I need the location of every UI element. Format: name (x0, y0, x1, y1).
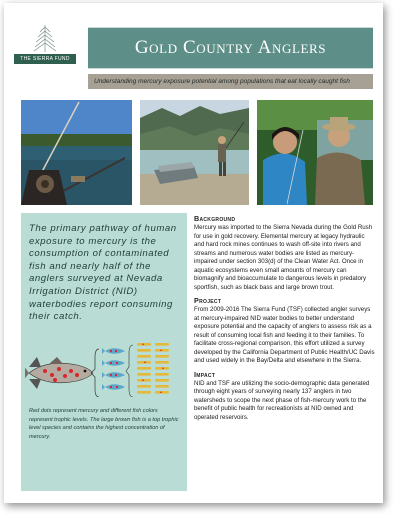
large-brown-fish-icon (25, 357, 93, 389)
heading-background: Background (194, 214, 236, 223)
pull-quote: The primary pathway of human exposure to mercury is the consumption of contaminated fish and nearly half of the anglers surveyed at Nevada Irrigation District (NID) waterbodies report consuming their catch. (29, 223, 177, 323)
photo-two-anglers (257, 100, 373, 205)
tree-icon (32, 21, 58, 53)
logo-text: THE SIERRA FUND (14, 54, 76, 64)
flyer-page (4, 3, 383, 503)
heading-impact: Impact (194, 369, 216, 379)
photo-river-angler (140, 100, 249, 205)
medium-fish-icons (102, 348, 125, 390)
photo-fishing-rods (21, 100, 132, 205)
small-fish-icons (137, 343, 169, 394)
paragraph-impact: NID and TSF are utilizing the socio-demographic data generated through eight years of surveying nearly 137 anglers in two watersheds to scope the next phase of fish-mercury work to the benefit of public health for recreationists at NID owned and operated reservoirs. (194, 379, 370, 421)
title-band (88, 27, 373, 69)
infographic-caption: Red dots represent mercury and different fish colors represent trophic levels. The large brown fish is a top trophic level species and contains the highest concentration of mercury. (29, 408, 179, 440)
body-text (194, 214, 376, 426)
paragraph-background: Mercury was imported to the Sierra Nevada during the Gold Rush for use in gold recovery. Elemental mercury at legacy hydraulic and hard rock mines continues to wash off-site into rivers and streams and numerous water bodies are listed as mercury-impaired under section 303(d) of the Clean Water Act. Once in aquatic ecosystems even small amounts of mercury can biomagnify and bioaccumulate to dangerous levels in predatory sportfish, such as black bass and large brown trout. (194, 224, 373, 291)
sidebar-panel (21, 213, 187, 491)
sierra-fund-logo (14, 21, 76, 69)
paragraph-project: From 2009-2016 The Sierra Fund (TSF) collected angler surveys at mercury-impaired NID water bodies to better understand exposure potential and the capacity of anglers to assess risk as a result of consuming local fish and feeding it to their families. To facilitate cross-regional comparison, this effort utilized a survey developed by the California Department of Public Health/UC Davis and used widely in the Bay/Delta and elsewhere in the Sierra. (194, 306, 375, 364)
mercury-fish-infographic (25, 337, 183, 397)
page-title: Gold Country Anglers (134, 37, 327, 58)
heading-project: Project (194, 296, 222, 305)
page-subtitle: Understanding mercury exposure potential among populations that eat locally caught fish (88, 74, 373, 89)
